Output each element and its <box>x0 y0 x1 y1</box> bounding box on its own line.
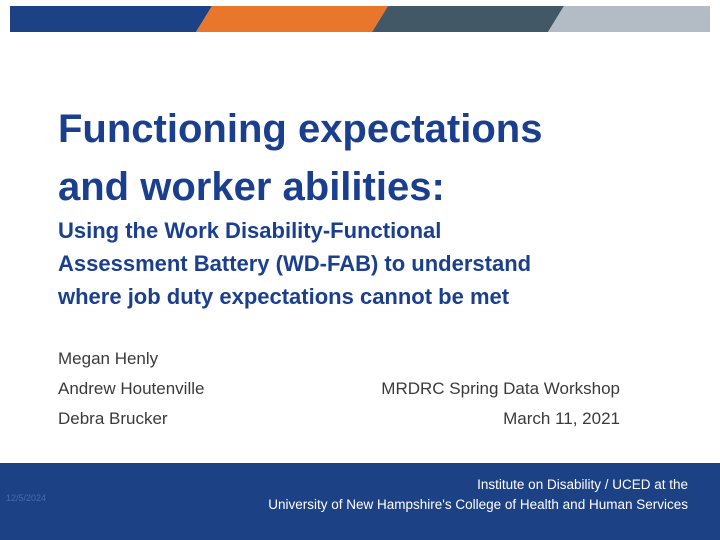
event-name: MRDRC Spring Data Workshop <box>381 379 620 398</box>
title-line-1: Functioning expectations <box>58 107 543 151</box>
band-segment-slate <box>372 6 564 32</box>
author-name: Andrew Houtenville <box>58 379 205 398</box>
top-color-band <box>10 6 710 32</box>
footer-date: 12/5/2024 <box>6 493 47 503</box>
subtitle-line-1: Using the Work Disability-Functional <box>58 218 442 243</box>
event-info <box>381 374 620 434</box>
subtitle-line-2: Assessment Battery (WD-FAB) to understand <box>58 251 532 276</box>
author-list <box>58 344 204 434</box>
band-segment-orange <box>196 6 388 32</box>
institute-name <box>268 475 688 515</box>
author-name: Debra Brucker <box>58 409 168 428</box>
institute-line-2: University of New Hampshire's College of Health and Human Services <box>268 497 688 512</box>
institute-line-1: Institute on Disability / UCED at the <box>477 477 688 492</box>
band-segment-gray <box>548 6 710 32</box>
subtitle-line-3: where job duty expectations cannot be met <box>58 284 510 309</box>
slide-title <box>58 100 698 216</box>
title-line-2: and worker abilities: <box>58 165 445 209</box>
slide-subtitle <box>58 214 698 313</box>
event-date: March 11, 2021 <box>503 409 620 428</box>
footer-bar <box>0 463 720 540</box>
author-name: Megan Henly <box>58 349 159 368</box>
band-segment-blue <box>10 6 212 32</box>
